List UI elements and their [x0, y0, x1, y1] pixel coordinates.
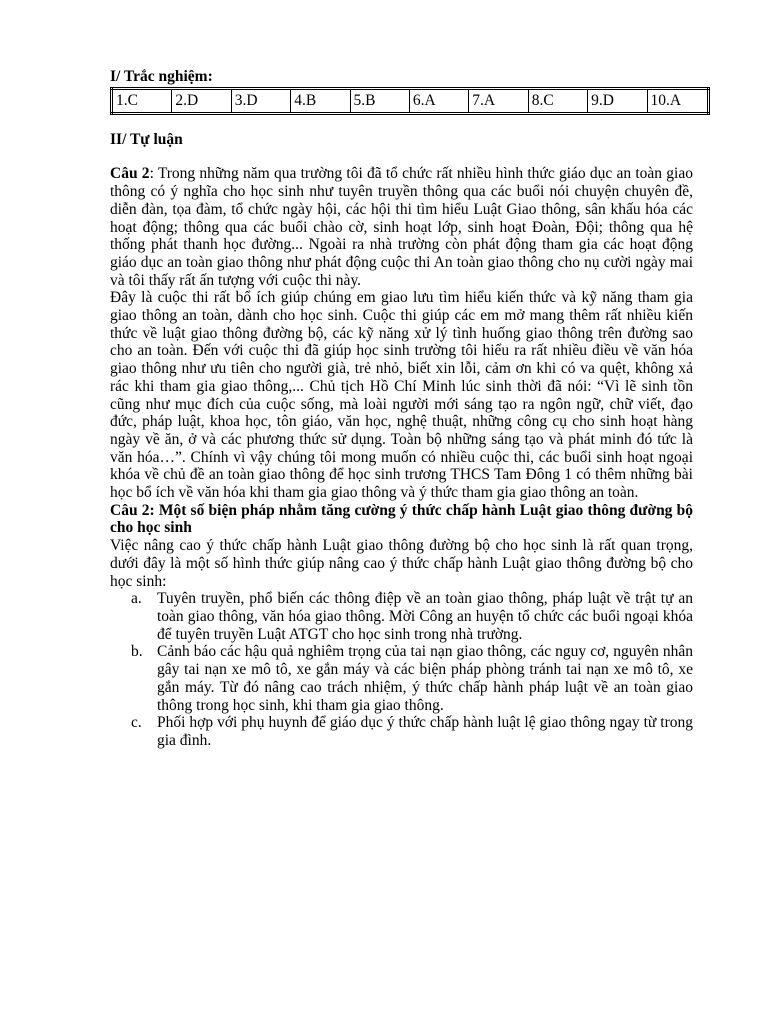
cau2-paragraph-2: Đây là cuộc thi rất bổ ích giúp chúng em giao lưu tìm hiểu kiến thức và kỹ năng tham gia giao thông an toàn, dành cho học sinh. Cuộc thi giúp các em mở mang thêm rất nhiều kiến thức về luật giao thông đường bộ, các kỹ năng xử lý tình huống giao thông trên đường sao cho an toàn. Đến với cuộc thi đã giúp học sinh trường tôi hiểu ra rất nhiều điều về văn hóa giao thông như ưu tiên cho người già, trẻ nhỏ, biết xin lỗi, cảm ơn khi có va quệt, không xả rác khi tham gia giao thông,... Chủ tịch Hồ Chí Minh lúc sinh thời đã nói: “Vì lẽ sinh tồn cũng như mục đích của cuộc sống, mà loài người mới sáng tạo ra ngôn ngữ, chữ viết, đạo đức, pháp luật, khoa học, tôn giáo, văn học, nghệ thuật, những công cụ cho sinh hoạt hàng ngày về ăn, ở và các phương thức sử dụng. Toàn bộ những sáng tạo và phát minh đó tức là văn hóa…”. Chính vì vậy chúng tôi mong muốn có nhiều cuộc thi, các buổi sinh hoạt ngoại khóa về chủ đề an toàn giao thông để học sinh trương THCS Tam Đông 1 có thêm những bài học bổ ích về văn hóa khi tham gia giao thông và ý thức tham gia giao thông an toàn. — [110, 289, 693, 502]
answer-cell: 9.D — [588, 88, 647, 113]
list-item-text: Tuyên truyền, phổ biến các thông điệp về an toàn giao thông, pháp luật về trật tự an toàn giao thông, văn hóa giao thông. Mời Công an huyện tổ chức các buổi ngoại khóa để tuyên truyền Luật ATGT cho học sinh trong nhà trường. — [157, 590, 693, 643]
answer-cell: 4.B — [291, 88, 350, 113]
list-item-text: Cảnh báo các hậu quả nghiêm trọng của tai nạn giao thông, các nguy cơ, nguyên nhân gây tai nạn xe mô tô, xe gắn máy và các biện pháp phòng tránh tai nạn xe mô tô, xe gắn máy. Từ đó nâng cao trách nhiệm, ý thức chấp hành pháp luật về an toàn giao thông trong học sinh, khi tham gia giao thông. — [157, 643, 693, 714]
list-item — [110, 590, 693, 643]
cau2b-intro: Việc nâng cao ý thức chấp hành Luật giao thông đường bộ cho học sinh là rất quan trọng, dưới đây là một số hình thức giúp nâng cao ý thức chấp hành Luật giao thông đường bộ cho học sinh: — [110, 537, 693, 590]
list-item-text: Phối hợp với phụ huynh để giáo dục ý thức chấp hành luật lệ giao thông ngay từ trong gia đình. — [157, 714, 693, 749]
cau2-paragraph-1 — [110, 165, 693, 289]
cau2-text-1: : Trong những năm qua trường tôi đã tổ chức rất nhiều hình thức giáo dục an toàn giao thông có ý nghĩa cho học sinh như tuyên truyền thông qua các buổi nói chuyện chuyên đề, diễn đàn, tọa đàm, tổ chức ngày hội, các hội thi tìm hiểu Luật Giao thông, sân khấu hóa các hoạt động; thông qua các buổi chào cờ, sinh hoạt lớp, sinh hoạt Đoàn, Đội; thông qua hệ thống phát thanh học đường... Ngoài ra nhà trường còn phát động tham gia các hoạt động giáo dục an toàn giao thông như phát động cuộc thi An toàn giao thông cho nụ cười ngày mai và tôi thấy rất ấn tượng với cuộc thi này. — [110, 165, 693, 289]
answer-cell: 7.A — [469, 88, 528, 113]
answer-cell: 6.A — [409, 88, 468, 113]
answer-cell: 3.D — [231, 88, 290, 113]
part2-title: II/ Tự luận — [110, 130, 183, 148]
part1-title: I/ Trắc nghiệm: — [110, 68, 213, 85]
list-marker: b. — [131, 643, 143, 661]
answer-cell: 8.C — [528, 88, 587, 113]
answer-cell: 5.B — [350, 88, 409, 113]
answer-row — [112, 88, 709, 113]
answer-cell: 10.A — [647, 88, 709, 113]
list-item — [110, 714, 693, 749]
answer-table — [110, 87, 710, 115]
list-marker: a. — [131, 590, 142, 608]
document-page — [110, 68, 693, 750]
cau2-label: Câu 2 — [110, 165, 150, 183]
measures-list — [110, 590, 693, 749]
answer-cell: 2.D — [172, 88, 231, 113]
list-marker: c. — [131, 714, 142, 732]
cau2b-heading: Câu 2: Một số biện pháp nhằm tăng cường ý thức chấp hành Luật giao thông đường bộ cho học sinh — [110, 501, 693, 537]
answer-cell: 1.C — [112, 88, 172, 113]
list-item — [110, 643, 693, 714]
